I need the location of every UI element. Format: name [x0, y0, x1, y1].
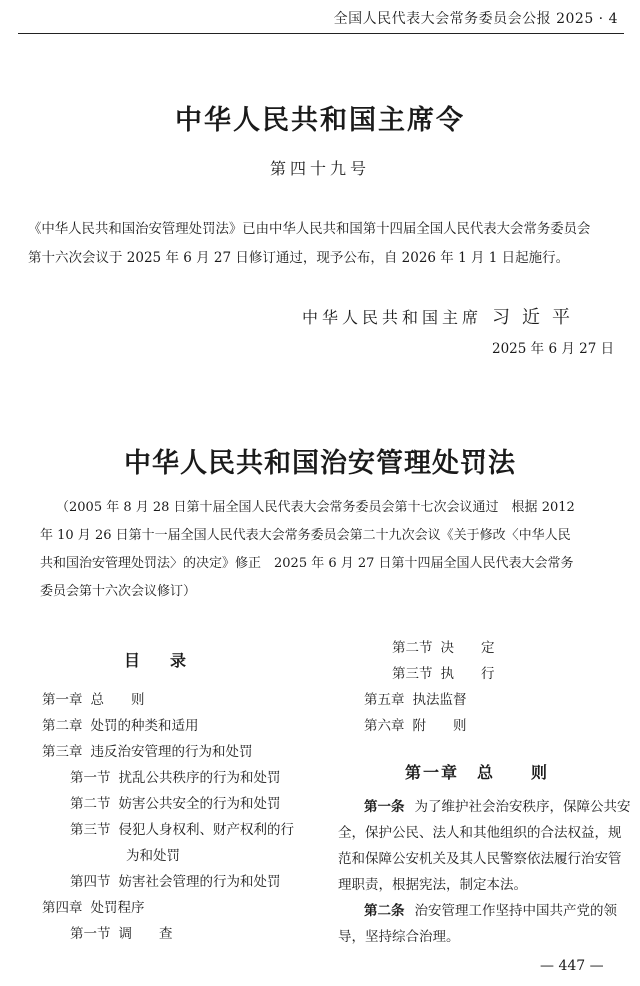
- toc-entry[interactable]: [364, 714, 467, 734]
- toc-entry-number: 第三节: [392, 666, 433, 682]
- toc-entry-title: 违反治安管理的行为和处罚: [90, 744, 253, 760]
- toc-entry-title: 妨害公共安全的行为和处罚: [118, 796, 281, 812]
- toc-entry[interactable]: [392, 662, 495, 682]
- toc-entry-title: 总 则: [90, 692, 145, 708]
- toc-entry-title: 决 定: [440, 640, 495, 656]
- toc-entry-number: 第三节: [70, 822, 111, 838]
- decree-text-line: 《中华人民共和国治安管理处罚法》已由中华人民共和国第十四届全国人民代表大会常务委员会: [28, 222, 591, 237]
- toc-entry-title: 处罚的种类和适用: [90, 718, 199, 734]
- decree-date: 2025 年 6 月 27 日: [492, 341, 615, 357]
- toc-entry[interactable]: [70, 766, 281, 786]
- toc-entry-number: 第三章: [42, 744, 83, 760]
- signer-title: 中华人民共和国主席: [302, 308, 483, 327]
- toc-entry-number: 第五章: [364, 692, 405, 708]
- toc-entry[interactable]: [42, 896, 145, 916]
- article-label: 第一条: [364, 799, 405, 815]
- page-number: — 447 —: [540, 958, 604, 974]
- toc-entry-number: 第二章: [42, 718, 83, 734]
- toc-entry-title: 执 行: [440, 666, 495, 682]
- toc-entry[interactable]: [364, 688, 467, 708]
- article-1: [338, 794, 632, 898]
- toc-heading: 目录: [124, 651, 217, 670]
- toc-entry[interactable]: [70, 870, 281, 890]
- signer-name: 习近平: [492, 307, 582, 328]
- toc-entry-continuation[interactable]: [126, 844, 180, 864]
- toc-entry-number: 第一节: [70, 770, 111, 786]
- toc-entry-number: 第六章: [364, 718, 405, 734]
- toc-entry[interactable]: [70, 818, 294, 838]
- law-history-line: 年 10 月 26 日第十一届全国人民代表大会常务委员会第二十九次会议《关于修改〈中华人民: [40, 528, 571, 543]
- toc-entry-title: 为和处罚: [126, 848, 180, 864]
- toc-entry-title: 执法监督: [412, 692, 467, 708]
- toc-entry[interactable]: [42, 740, 253, 760]
- toc-entry[interactable]: [42, 714, 199, 734]
- toc-entry[interactable]: [42, 688, 145, 708]
- header-divider: [18, 33, 624, 34]
- law-history-line: 委员会第十六次会议修订）: [40, 584, 197, 599]
- chapter-heading: 第一章 总 则: [405, 763, 550, 782]
- toc-entry-title: 侵犯人身权利、财产权利的行: [118, 822, 294, 838]
- toc-entry-title: 调 查: [118, 926, 173, 942]
- toc-entry-title: 妨害社会管理的行为和处罚: [118, 874, 281, 890]
- toc-entry[interactable]: [70, 922, 173, 942]
- decree-title: 中华人民共和国主席令: [175, 105, 465, 136]
- toc-entry-number: 第一节: [70, 926, 111, 942]
- toc-entry-title: 附 则: [412, 718, 467, 734]
- toc-entry-number: 第二节: [70, 796, 111, 812]
- toc-entry-title: 扰乱公共秩序的行为和处罚: [118, 770, 281, 786]
- toc-entry-number: 第四章: [42, 900, 83, 916]
- article-text: 治安管理工作坚持中国共产党的领导，坚持综合治理。: [338, 903, 617, 945]
- article-label: 第二条: [364, 903, 405, 919]
- toc-entry-number: 第四节: [70, 874, 111, 890]
- toc-entry-number: 第二节: [392, 640, 433, 656]
- toc-entry-number: 第一章: [42, 692, 83, 708]
- law-title: 中华人民共和国治安管理处罚法: [124, 448, 516, 479]
- toc-entry-title: 处罚程序: [90, 900, 145, 916]
- law-history-line: 共和国治安管理处罚法〉的决定》修正 2025 年 6 月 27 日第十四届全国人民代表大会常务: [40, 556, 574, 571]
- article-text: 为了维护社会治安秩序，保障公共安全，保护公民、法人和其他组织的合法权益，规范和保障公安机关及其人民警察依法履行治安管理职责，根据宪法，制定本法。: [338, 799, 631, 893]
- law-history-line: （2005 年 8 月 28 日第十届全国人民代表大会常务委员会第十七次会议通过 根据 2012: [56, 500, 575, 515]
- decree-number: 第四十九号: [269, 159, 370, 178]
- decree-text-line: 第十六次会议于 2025 年 6 月 27 日修订通过，现予公布，自 2026 年 1 月 1 日起施行。: [28, 250, 570, 266]
- running-header: 全国人民代表大会常务委员会公报 2025 · 4: [333, 11, 618, 27]
- toc-entry[interactable]: [392, 636, 495, 656]
- toc-entry[interactable]: [70, 792, 281, 812]
- article-2: [338, 898, 632, 950]
